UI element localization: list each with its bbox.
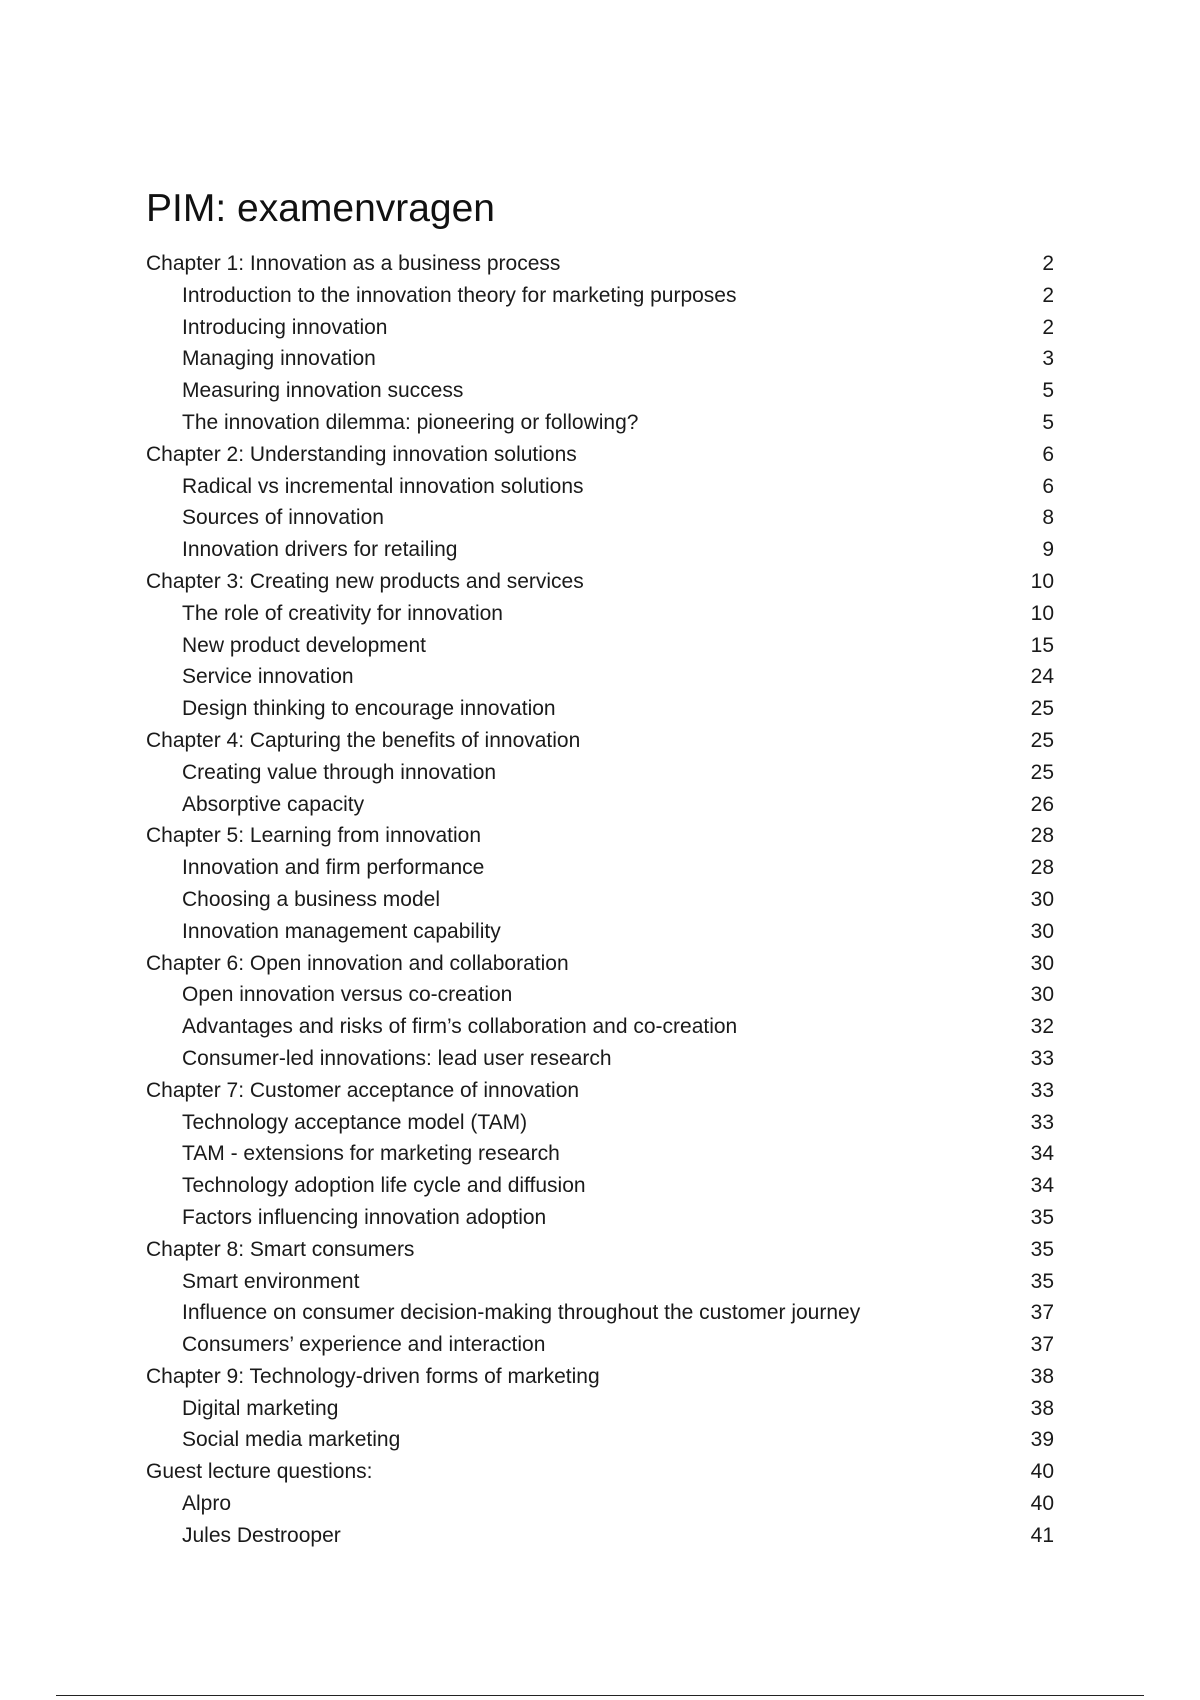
toc-page-number: 2 bbox=[1042, 252, 1054, 275]
toc-page-number: 30 bbox=[1030, 887, 1054, 911]
toc-entry-label: Innovation and firm performance bbox=[182, 856, 485, 880]
toc-entry-label: New product development bbox=[182, 633, 426, 657]
toc-entry-label: Chapter 2: Understanding innovation solutions bbox=[146, 442, 577, 466]
toc-page-number: 30 bbox=[1030, 951, 1054, 975]
toc-entry-label: Factors influencing innovation adoption bbox=[182, 1205, 547, 1229]
table-of-contents bbox=[146, 248, 1054, 1552]
toc-page-number: 2 bbox=[1042, 283, 1054, 307]
toc-page-number: 32 bbox=[1030, 1015, 1054, 1039]
toc-page-number: 15 bbox=[1030, 633, 1054, 657]
toc-section-entry[interactable] bbox=[146, 1393, 1054, 1425]
toc-section-entry[interactable] bbox=[146, 502, 1054, 534]
toc-page-number: 40 bbox=[1030, 1492, 1054, 1516]
toc-entry-label: Creating value through innovation bbox=[182, 760, 497, 784]
toc-chapter-entry[interactable] bbox=[146, 820, 1054, 852]
toc-entry-label: Introducing innovation bbox=[182, 315, 388, 339]
toc-page-number: 41 bbox=[1030, 1523, 1054, 1547]
toc-entry-label: Measuring innovation success bbox=[182, 379, 464, 403]
toc-section-entry[interactable] bbox=[146, 1043, 1054, 1075]
toc-section-entry[interactable] bbox=[146, 1488, 1054, 1520]
toc-page-number: 37 bbox=[1030, 1301, 1054, 1325]
toc-page-number: 3 bbox=[1042, 347, 1054, 371]
toc-page-number: 33 bbox=[1030, 1046, 1054, 1070]
toc-section-entry[interactable] bbox=[146, 534, 1054, 566]
toc-chapter-entry[interactable] bbox=[146, 1456, 1054, 1488]
toc-entry-label: Social media marketing bbox=[182, 1428, 401, 1452]
document-title: PIM: examenvragen bbox=[146, 187, 496, 230]
toc-page-number: 28 bbox=[1030, 824, 1054, 848]
toc-section-entry[interactable] bbox=[146, 343, 1054, 375]
toc-chapter-entry[interactable] bbox=[146, 1075, 1054, 1107]
toc-entry-label: Chapter 3: Creating new products and services bbox=[146, 569, 584, 593]
toc-section-entry[interactable] bbox=[146, 693, 1054, 725]
toc-page-number: 26 bbox=[1030, 792, 1054, 816]
toc-entry-label: Absorptive capacity bbox=[182, 792, 365, 816]
toc-section-entry[interactable] bbox=[146, 884, 1054, 916]
toc-page-number: 5 bbox=[1042, 410, 1054, 434]
toc-section-entry[interactable] bbox=[146, 598, 1054, 630]
toc-section-entry[interactable] bbox=[146, 1170, 1054, 1202]
toc-section-entry[interactable] bbox=[146, 1424, 1054, 1456]
toc-section-entry[interactable] bbox=[146, 1107, 1054, 1139]
toc-page-number: 38 bbox=[1030, 1364, 1054, 1388]
toc-entry-label: Radical vs incremental innovation solutions bbox=[182, 474, 584, 498]
toc-entry-label: Open innovation versus co-creation bbox=[182, 983, 513, 1007]
toc-page-number: 25 bbox=[1030, 697, 1054, 721]
toc-section-entry[interactable] bbox=[146, 1329, 1054, 1361]
toc-entry-label: Service innovation bbox=[182, 665, 354, 689]
toc-entry-label: Chapter 9: Technology-driven forms of marketing bbox=[146, 1364, 600, 1388]
toc-entry-label: The innovation dilemma: pioneering or following? bbox=[182, 410, 639, 434]
toc-section-entry[interactable] bbox=[146, 312, 1054, 344]
toc-entry-label: The role of creativity for innovation bbox=[182, 601, 503, 625]
toc-entry-label: Chapter 5: Learning from innovation bbox=[146, 824, 482, 848]
toc-entry-label: Alpro bbox=[182, 1492, 232, 1516]
toc-page-number: 30 bbox=[1030, 919, 1054, 943]
toc-entry-label: Sources of innovation bbox=[182, 506, 384, 530]
toc-page-number: 34 bbox=[1030, 1142, 1054, 1166]
toc-section-entry[interactable] bbox=[146, 407, 1054, 439]
toc-section-entry[interactable] bbox=[146, 1520, 1054, 1552]
toc-entry-label: Consumer-led innovations: lead user research bbox=[182, 1046, 612, 1070]
toc-entry-label: Guest lecture questions: bbox=[146, 1460, 373, 1484]
toc-entry-label: Chapter 6: Open innovation and collaboration bbox=[146, 951, 569, 975]
toc-page-number: 28 bbox=[1030, 856, 1054, 880]
toc-entry-label: Chapter 8: Smart consumers bbox=[146, 1237, 415, 1261]
toc-entry-label: Digital marketing bbox=[182, 1396, 339, 1420]
toc-page-number: 6 bbox=[1042, 474, 1054, 498]
toc-section-entry[interactable] bbox=[146, 1011, 1054, 1043]
toc-chapter-entry[interactable] bbox=[146, 725, 1054, 757]
toc-section-entry[interactable] bbox=[146, 789, 1054, 821]
toc-entry-label: TAM - extensions for marketing research bbox=[182, 1142, 560, 1166]
toc-page-number: 30 bbox=[1030, 983, 1054, 1007]
toc-page-number: 35 bbox=[1030, 1205, 1054, 1229]
toc-page-number: 25 bbox=[1030, 728, 1054, 752]
toc-section-entry[interactable] bbox=[146, 661, 1054, 693]
toc-section-entry[interactable] bbox=[146, 1297, 1054, 1329]
toc-page-number: 35 bbox=[1030, 1269, 1054, 1293]
toc-section-entry[interactable] bbox=[146, 471, 1054, 503]
toc-page-number: 33 bbox=[1030, 1078, 1054, 1102]
toc-entry-label: Managing innovation bbox=[182, 347, 376, 371]
toc-entry-label: Chapter 1: Innovation as a business process bbox=[146, 252, 561, 275]
toc-page-number: 5 bbox=[1042, 379, 1054, 403]
toc-section-entry[interactable] bbox=[146, 1266, 1054, 1298]
toc-page-number: 24 bbox=[1030, 665, 1054, 689]
toc-chapter-entry[interactable] bbox=[146, 948, 1054, 980]
toc-entry-label: Technology adoption life cycle and diffusion bbox=[182, 1174, 586, 1198]
toc-page-number: 39 bbox=[1030, 1428, 1054, 1452]
toc-section-entry[interactable] bbox=[146, 280, 1054, 312]
toc-entry-label: Consumers’ experience and interaction bbox=[182, 1333, 546, 1357]
toc-page-number: 37 bbox=[1030, 1333, 1054, 1357]
toc-entry-label: Smart environment bbox=[182, 1269, 360, 1293]
toc-entry-label: Introduction to the innovation theory for marketing purposes bbox=[182, 283, 737, 307]
toc-chapter-entry[interactable] bbox=[146, 1361, 1054, 1393]
toc-entry-label: Technology acceptance model (TAM) bbox=[182, 1110, 528, 1134]
toc-page-number: 35 bbox=[1030, 1237, 1054, 1261]
toc-section-entry[interactable] bbox=[146, 375, 1054, 407]
toc-page-number: 40 bbox=[1030, 1460, 1054, 1484]
toc-page-number: 38 bbox=[1030, 1396, 1054, 1420]
toc-chapter-entry[interactable] bbox=[146, 248, 1054, 280]
toc-section-entry[interactable] bbox=[146, 916, 1054, 948]
toc-entry-label: Innovation drivers for retailing bbox=[182, 538, 458, 562]
toc-page-number: 8 bbox=[1042, 506, 1054, 530]
toc-section-entry[interactable] bbox=[146, 979, 1054, 1011]
toc-page-number: 10 bbox=[1030, 569, 1054, 593]
toc-entry-label: Chapter 7: Customer acceptance of innovation bbox=[146, 1078, 580, 1102]
toc-section-entry[interactable] bbox=[146, 757, 1054, 789]
toc-section-entry[interactable] bbox=[146, 630, 1054, 662]
toc-page-number: 34 bbox=[1030, 1174, 1054, 1198]
toc-page-number: 10 bbox=[1030, 601, 1054, 625]
toc-entry-label: Jules Destrooper bbox=[182, 1523, 341, 1547]
toc-page-number: 9 bbox=[1042, 538, 1054, 562]
toc-entry-label: Advantages and risks of firm’s collaboration and co-creation bbox=[182, 1015, 738, 1039]
toc-chapter-entry[interactable] bbox=[146, 566, 1054, 598]
toc-entry-label: Chapter 4: Capturing the benefits of innovation bbox=[146, 728, 581, 752]
toc-section-entry[interactable] bbox=[146, 1202, 1054, 1234]
toc-entry-label: Innovation management capability bbox=[182, 919, 501, 943]
toc-page-number: 2 bbox=[1042, 315, 1054, 339]
toc-chapter-entry[interactable] bbox=[146, 1234, 1054, 1266]
toc-entry-label: Choosing a business model bbox=[182, 887, 440, 911]
toc-section-entry[interactable] bbox=[146, 852, 1054, 884]
toc-page-number: 6 bbox=[1042, 442, 1054, 466]
toc-page-number: 33 bbox=[1030, 1110, 1054, 1134]
toc-page-number: 25 bbox=[1030, 760, 1054, 784]
toc-entry-label: Influence on consumer decision-making throughout the customer journey bbox=[182, 1301, 861, 1325]
toc-entry-label: Design thinking to encourage innovation bbox=[182, 697, 556, 721]
toc-section-entry[interactable] bbox=[146, 1138, 1054, 1170]
footer-divider bbox=[56, 1695, 1144, 1696]
toc-chapter-entry[interactable] bbox=[146, 439, 1054, 471]
